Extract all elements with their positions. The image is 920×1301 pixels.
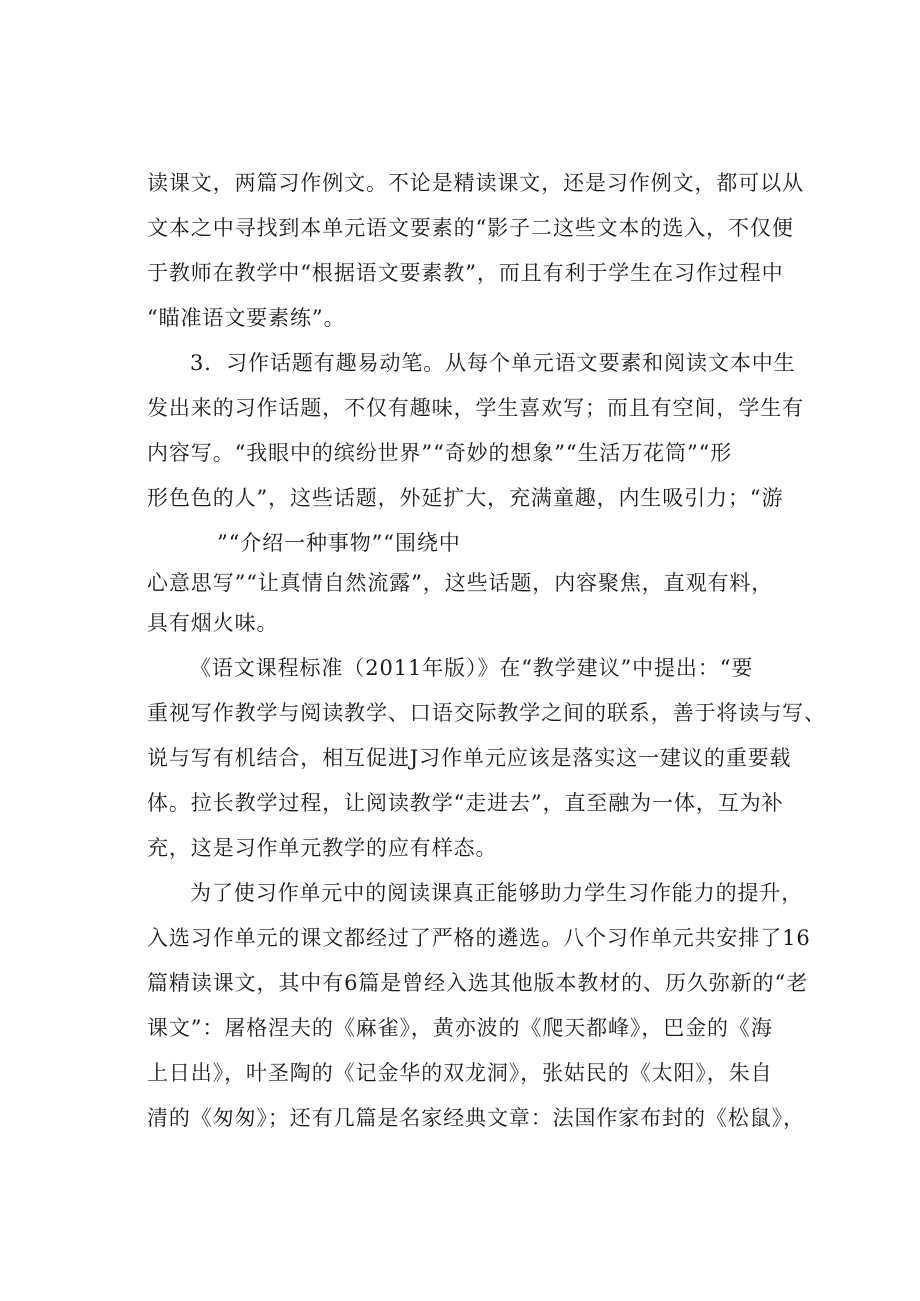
text-line: 说与写有机结合，相互促进J习作单元应该是落实这一建议的重要载 bbox=[147, 746, 792, 770]
text-line: 形色色的人”，这些话题，外延扩大，充满童趣，内生吸引力；“游 bbox=[147, 486, 784, 510]
text-line: 课文”：屠格涅夫的《麻雀》，黄亦波的《爬天都峰》，巴金的《海 bbox=[147, 1016, 773, 1040]
text-line: 充，这是习作单元教学的应有样态。 bbox=[147, 836, 498, 860]
text-line: 具有烟火味。 bbox=[147, 611, 279, 635]
text-line: ”“介绍一种事物”“围绕中 bbox=[217, 531, 461, 555]
text-line: 篇精读课文，其中有6篇是曾经入选其他版本教材的、历久弥新的“老 bbox=[147, 971, 808, 995]
text-line: 文本之中寻找到本单元语文要素的“影子二这些文本的选入，不仅便 bbox=[147, 216, 794, 240]
text-line: 发出来的习作话题，不仅有趣味，学生喜欢写；而且有空间，学生有 bbox=[147, 396, 804, 420]
text-line: 入选习作单元的课文都经过了严格的遴选。八个习作单元共安排了16 bbox=[147, 926, 811, 950]
text-line: 读课文，两篇习作例文。不论是精读课文，还是习作例文，都可以从 bbox=[147, 171, 804, 195]
text-line: 清的《匆匆》；还有几篇是名家经典文章：法国作家布封的《松鼠》， bbox=[147, 1106, 805, 1130]
text-line: 心意思写”“让真情自然流露”，这些话题，内容聚焦，直观有料， bbox=[147, 571, 774, 595]
text-line: 重视写作教学与阅读教学、口语交际教学之间的联系，善于将读与写、 bbox=[147, 701, 826, 725]
text-line: 于教师在教学中“根据语文要素教”，而且有利于学生在习作过程中 bbox=[147, 261, 784, 285]
text-line: 为了使习作单元中的阅读课真正能够助力学生习作能力的提升， bbox=[190, 881, 804, 905]
text-line: 内容写。“我眼中的缤纷世界”“奇妙的想象”“生活万花筒”“形 bbox=[147, 441, 733, 465]
text-line: 上日出》，叶圣陶的《记金华的双龙洞》，张姑民的《太阳》，朱自 bbox=[147, 1061, 773, 1085]
text-line: “瞄准语文要素练”。 bbox=[147, 306, 346, 330]
text-line: 《语文课程标准（2011年版）》在“教学建议”中提出：“要 bbox=[190, 656, 754, 680]
text-line: 体。拉长教学过程，让阅读教学“走进去”，直至融为一体，互为补 bbox=[147, 791, 784, 815]
text-line: 3．习作话题有趣易动笔。从每个单元语文要素和阅读文本中生 bbox=[190, 351, 796, 375]
